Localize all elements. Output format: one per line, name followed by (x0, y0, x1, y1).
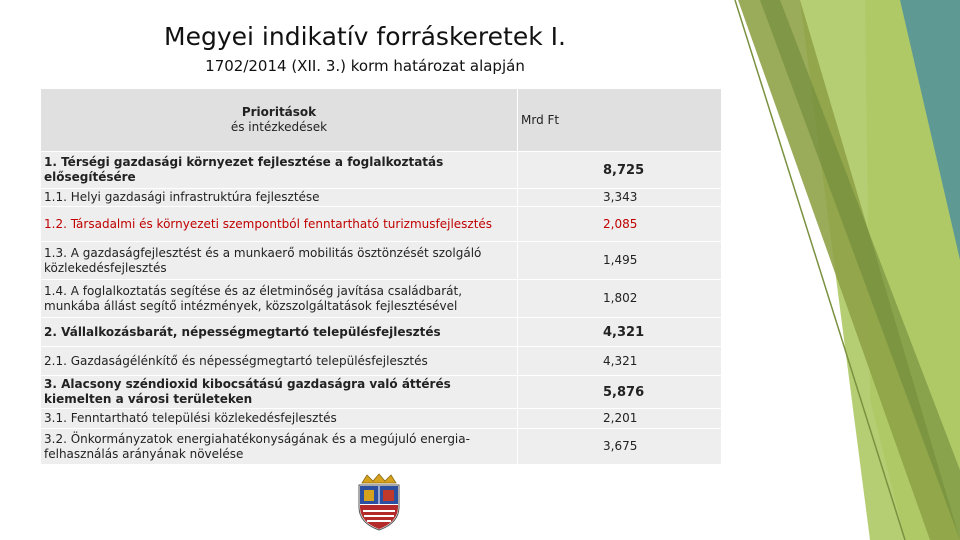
table-row (41, 207, 722, 242)
table-row (41, 347, 722, 376)
table-row (41, 242, 722, 280)
table-row (41, 152, 722, 189)
header-value: Mrd Ft (518, 89, 722, 152)
page-title: Megyei indikatív forráskeretek I. (164, 22, 566, 51)
table-row (41, 189, 722, 207)
row-value: 3,343 (518, 189, 722, 207)
allocation-table (40, 88, 722, 465)
row-label: 1.1. Helyi gazdasági infrastruktúra fejlesztése (41, 189, 518, 207)
header-priorities-sub: és intézkedések (230, 120, 328, 134)
header-priorities-title: Prioritások (241, 105, 317, 119)
table-row (41, 376, 722, 409)
row-label: 2. Vállalkozásbarát, népességmegtartó településfejlesztés (41, 318, 518, 347)
row-value: 1,802 (518, 280, 722, 318)
table-row (41, 429, 722, 465)
table-row (41, 409, 722, 429)
table-row (41, 318, 722, 347)
row-label: 1. Térségi gazdasági környezet fejlesztése a foglalkoztatás elősegítésére (41, 152, 518, 189)
row-label: 1.3. A gazdaságfejlesztést és a munkaerő mobilitás ösztönzését szolgáló közlekedésfejlesztés (41, 242, 518, 280)
row-label: 1.2. Társadalmi és környezeti szempontból fenntartható turizmusfejlesztés (41, 207, 518, 242)
row-label: 3. Alacsony széndioxid kibocsátású gazdaságra való áttérés kiemelten a városi területeken (41, 376, 518, 409)
page-subtitle: 1702/2014 (XII. 3.) korm határozat alapján (205, 57, 525, 75)
row-label: 3.2. Önkormányzatok energiahatékonyságának és a megújuló energia-felhasználás arányának növelése (41, 429, 518, 465)
table-header-row (41, 89, 722, 152)
row-value: 2,085 (518, 207, 722, 242)
row-label: 1.4. A foglalkoztatás segítése és az életminőség javítása családbarát, munkába állást segítő intézmények, közszolgáltatások fejlesztésével (41, 280, 518, 318)
row-label: 3.1. Fenntartható települési közlekedésfejlesztés (41, 409, 518, 429)
row-value: 4,321 (518, 318, 722, 347)
row-value: 4,321 (518, 347, 722, 376)
row-value: 3,675 (518, 429, 722, 465)
row-value: 8,725 (518, 152, 722, 189)
row-value: 5,876 (518, 376, 722, 409)
header-priorities (41, 89, 518, 152)
row-value: 1,495 (518, 242, 722, 280)
row-label: 2.1. Gazdaságélénkítő és népességmegtartó településfejlesztés (41, 347, 518, 376)
table-row (41, 280, 722, 318)
county-coat-of-arms-icon (354, 473, 404, 531)
row-value: 2,201 (518, 409, 722, 429)
